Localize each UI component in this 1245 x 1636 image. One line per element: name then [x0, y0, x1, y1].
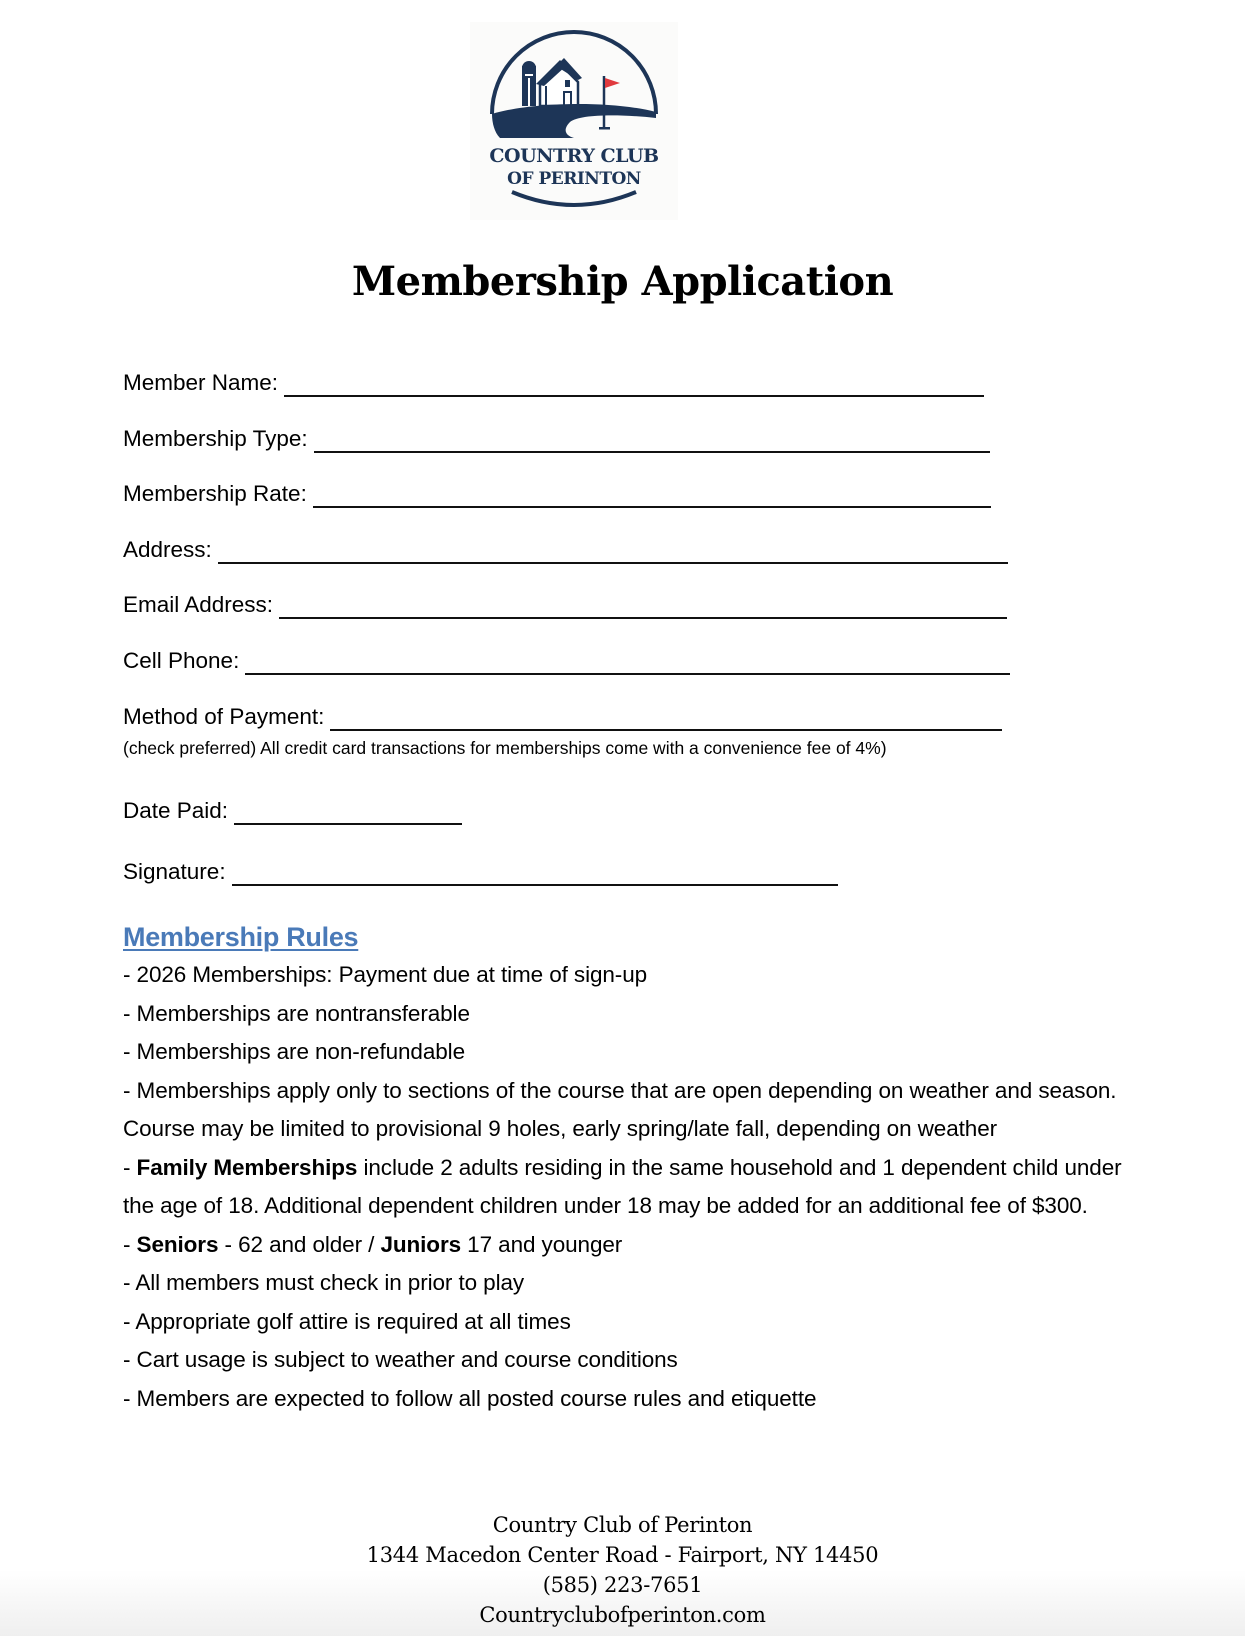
rule-item-seniors-juniors: - Seniors - 62 and older / Juniors 17 and younger — [123, 1231, 623, 1257]
membership-type-input[interactable] — [314, 431, 990, 453]
method-of-payment-field[interactable] — [123, 701, 1002, 731]
seniors-term: Seniors — [136, 1231, 219, 1257]
payment-note: (check preferred) All credit card transactions for memberships come with a convenience fee of 4%) — [123, 738, 887, 758]
address-field[interactable] — [123, 534, 1008, 564]
page-title: Membership Application — [351, 258, 894, 305]
membership-rules-heading: Membership Rules — [123, 922, 359, 952]
signature-label: Signature: — [123, 859, 226, 884]
barn-icon — [536, 58, 582, 106]
golf-flag-icon — [599, 76, 620, 130]
date-paid-input[interactable] — [234, 803, 462, 825]
rule-item: - Appropriate golf attire is required at all times — [123, 1308, 571, 1334]
cell-phone-label: Cell Phone: — [123, 648, 240, 673]
footer-club-name: Country Club of Perinton — [492, 1513, 753, 1537]
rule-item: - Memberships are non-refundable — [123, 1039, 465, 1064]
rule-item: - Memberships apply only to sections of the course that are open depending on weather and season. Course may be limited to provisional 9 holes, early spring/late fall, depending on weather — [123, 1077, 1117, 1141]
cell-phone-input[interactable] — [245, 653, 1010, 675]
juniors-term: Juniors — [380, 1231, 462, 1257]
signature-field[interactable] — [123, 856, 838, 886]
rule-item: - Members are expected to follow all posted course rules and etiquette — [123, 1385, 817, 1411]
signature-input[interactable] — [232, 864, 838, 886]
member-name-input[interactable] — [284, 375, 984, 397]
membership-rules-list — [123, 956, 1153, 1418]
rule-item: - Cart usage is subject to weather and course conditions — [123, 1347, 678, 1372]
logo-lower-arc — [512, 192, 636, 205]
footer-phone: (585) 223-7651 — [542, 1573, 703, 1597]
rule-item: - Memberships are nontransferable — [123, 1000, 470, 1026]
date-paid-field[interactable] — [123, 795, 462, 825]
member-name-field[interactable] — [123, 367, 984, 397]
footer-website: Countryclubofperinton.com — [479, 1603, 766, 1627]
method-of-payment-label: Method of Payment: — [123, 704, 325, 729]
rule-item-family: - Family Memberships include 2 adults residing in the same household and 1 dependent child under the age of 18. Additional dependent children under 18 may be added for an additional fee of $300. — [123, 1154, 1122, 1218]
footer-contact — [0, 1510, 1245, 1630]
date-paid-label: Date Paid: — [123, 798, 229, 823]
club-logo — [470, 22, 678, 220]
email-address-field[interactable] — [123, 589, 1007, 619]
rule-item: - All members must check in prior to play — [123, 1270, 525, 1295]
rule-item: - 2026 Memberships: Payment due at time of sign-up — [123, 962, 648, 987]
membership-rate-field[interactable] — [123, 478, 991, 508]
membership-type-field[interactable] — [123, 423, 990, 453]
email-address-label: Email Address: — [123, 592, 274, 617]
membership-type-label: Membership Type: — [123, 426, 308, 451]
member-name-label: Member Name: — [123, 370, 279, 395]
club-logo-graphic — [470, 22, 678, 220]
logo-name-line2: OF PERINTON — [507, 169, 641, 189]
membership-rate-input[interactable] — [313, 486, 991, 508]
address-label: Address: — [123, 537, 212, 562]
membership-rate-label: Membership Rate: — [123, 481, 307, 506]
footer-address: 1344 Macedon Center Road - Fairport, NY 14450 — [366, 1543, 879, 1567]
hill-shape — [492, 104, 656, 138]
logo-name-line1: COUNTRY CLUB — [489, 145, 659, 167]
method-of-payment-input[interactable] — [330, 709, 1002, 731]
cell-phone-field[interactable] — [123, 645, 1010, 675]
email-address-input[interactable] — [279, 597, 1007, 619]
address-input[interactable] — [218, 542, 1008, 564]
family-memberships-term: Family Memberships — [136, 1154, 358, 1180]
